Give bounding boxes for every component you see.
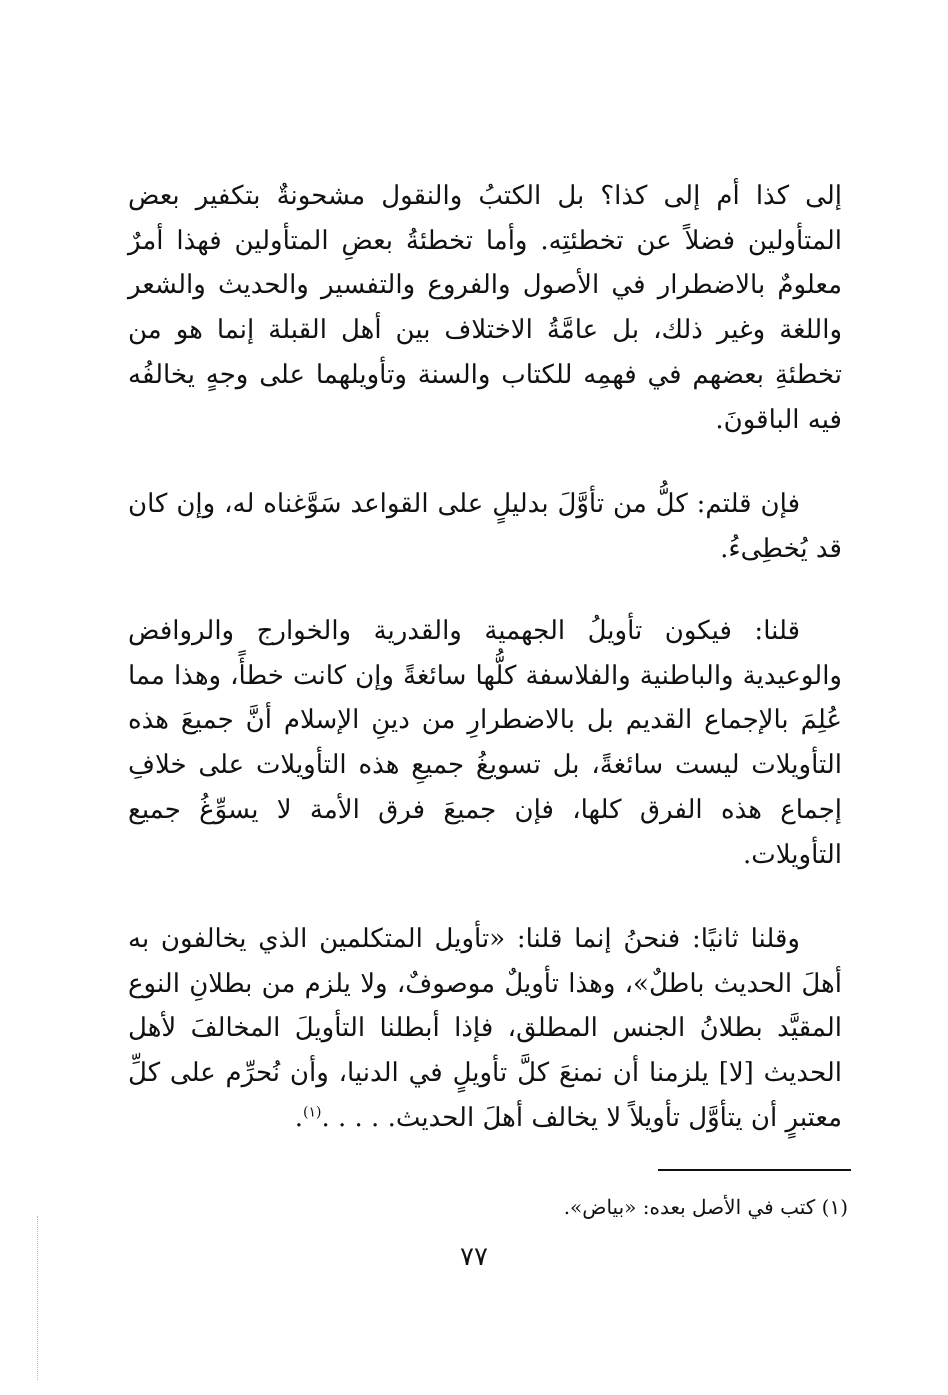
footnote: (١) كتب في الأصل بعده: «بياض».	[563, 1195, 848, 1219]
paragraph-4-text: وقلنا ثانيًا: فنحنُ إنما قلنا: «تأويل المتكلمين الذي يخالفون به أهلَ الحديث باطلٌ»، وهذا تأويلٌ موصوفٌ، ولا يلزم من بطلانِ النوع المقيَّد بطلانُ الجنس المطلق، فإذا أبطلنا التأويلَ المخالفَ لأهل الحديث [لا] يلزمنا أن نمنعَ كلَّ تأويلٍ في الدنيا، وأن نُحرِّم على كلِّ معتبرٍ أن يتأوَّل تأويلاً لا يخالف أهلَ الحديث. . . . .	[128, 924, 842, 1133]
paragraph-3	[128, 609, 842, 877]
footnote-reference-marker: (١)	[302, 1104, 322, 1121]
paragraph-1-text: إلى كذا أم إلى كذا؟ بل الكتبُ والنقول مشحونةٌ بتكفير بعض المتأولين فضلاً عن تخطئتِه. وأما تخطئةُ بعضِ المتأولين فهذا أمرٌ معلومٌ بالاضطرار في الأصول والفروع والتفسير والحديث والشعر واللغة وغير ذلك، بل عامَّةُ الاختلاف بين أهل القبلة إنما هو من تخطئةِ بعضهم في فهمِه للكتاب والسنة وتأويلهما على وجهٍ يخالفُه فيه الباقونَ.	[128, 181, 842, 435]
paragraph-2-text: فإن قلتم: كلُّ من تأوَّلَ بدليلٍ على القواعد سَوَّغناه له، وإن كان قد يُخطِىءُ.	[128, 489, 842, 564]
paragraph-3-text: قلنا: فيكون تأويلُ الجهمية والقدرية والخوارج والروافض والوعيدية والباطنية والفلاسفة كلُّها سائغةً وإن كانت خطأً، وهذا مما عُلِمَ بالإجماع القديم بل بالاضطرارِ من دينِ الإسلام أنَّ جميعَ هذه التأويلات ليست سائغةً، بل تسويغُ جميعِ هذه التأويلات على خلافِ إجماع هذه الفرق كلها، فإن جميعَ فرق الأمة لا يسوِّغُ جميع التأويلات.	[128, 616, 842, 870]
paragraph-4-container	[128, 917, 842, 1141]
paragraph-4	[128, 917, 842, 1141]
margin-scan-line	[37, 1216, 38, 1380]
paragraph-1	[128, 174, 842, 442]
page-number: ٧٧	[460, 1242, 488, 1272]
closing-period: .	[294, 1102, 303, 1133]
paragraph-2	[128, 482, 842, 571]
footnote-separator	[658, 1169, 851, 1171]
